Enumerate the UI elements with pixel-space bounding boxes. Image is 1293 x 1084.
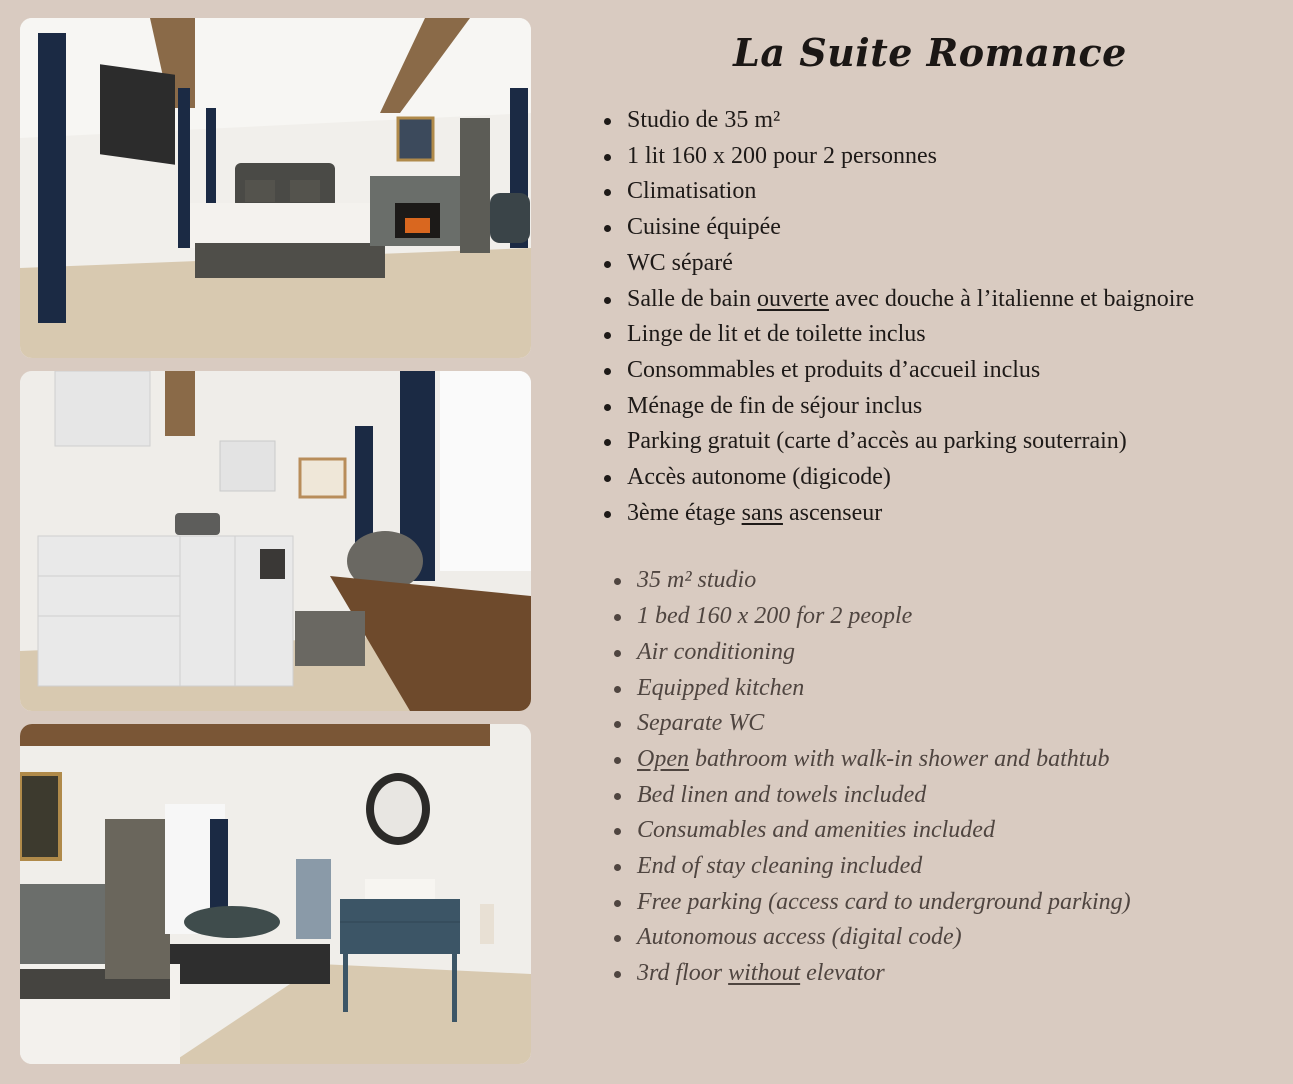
kitchen-photo <box>20 371 531 711</box>
list-item: Consumables and amenities included <box>612 813 1270 849</box>
list-item: Autonomous access (digital code) <box>612 920 1270 956</box>
bedroom-photo <box>20 18 531 358</box>
list-item: Air conditioning <box>612 635 1270 671</box>
list-item: 1 lit 160 x 200 pour 2 personnes <box>602 139 1270 175</box>
list-item: End of stay cleaning included <box>612 849 1270 885</box>
photo-column <box>20 18 531 1077</box>
list-item: Bed linen and towels included <box>612 778 1270 814</box>
list-item: Cuisine équipée <box>602 210 1270 246</box>
list-item: 3ème étage sans ascenseur <box>602 496 1270 532</box>
list-item: Parking gratuit (carte d’accès au parking souterrain) <box>602 424 1270 460</box>
list-item: Ménage de fin de séjour inclus <box>602 389 1270 425</box>
list-item: Open bathroom with walk-in shower and bathtub <box>612 742 1270 778</box>
list-item: Consommables et produits d’accueil inclus <box>602 353 1270 389</box>
features-list-fr <box>602 103 1270 531</box>
list-item: 1 bed 160 x 200 for 2 people <box>612 599 1270 635</box>
list-item: 3rd floor without elevator <box>612 956 1270 992</box>
list-item: Free parking (access card to underground parking) <box>612 885 1270 921</box>
list-item: Salle de bain ouverte avec douche à l’italienne et baignoire <box>602 282 1270 318</box>
list-item: Equipped kitchen <box>612 671 1270 707</box>
bathroom-photo <box>20 724 531 1064</box>
list-item: Linge de lit et de toilette inclus <box>602 317 1270 353</box>
list-item: Studio de 35 m² <box>602 103 1270 139</box>
list-item: Accès autonome (digicode) <box>602 460 1270 496</box>
list-item: WC séparé <box>602 246 1270 282</box>
list-item: Separate WC <box>612 706 1270 742</box>
list-item: Climatisation <box>602 174 1270 210</box>
text-column <box>560 30 1270 992</box>
features-list-en <box>612 563 1270 991</box>
page-title: La Suite Romance <box>733 30 1127 75</box>
list-item: 35 m² studio <box>612 563 1270 599</box>
